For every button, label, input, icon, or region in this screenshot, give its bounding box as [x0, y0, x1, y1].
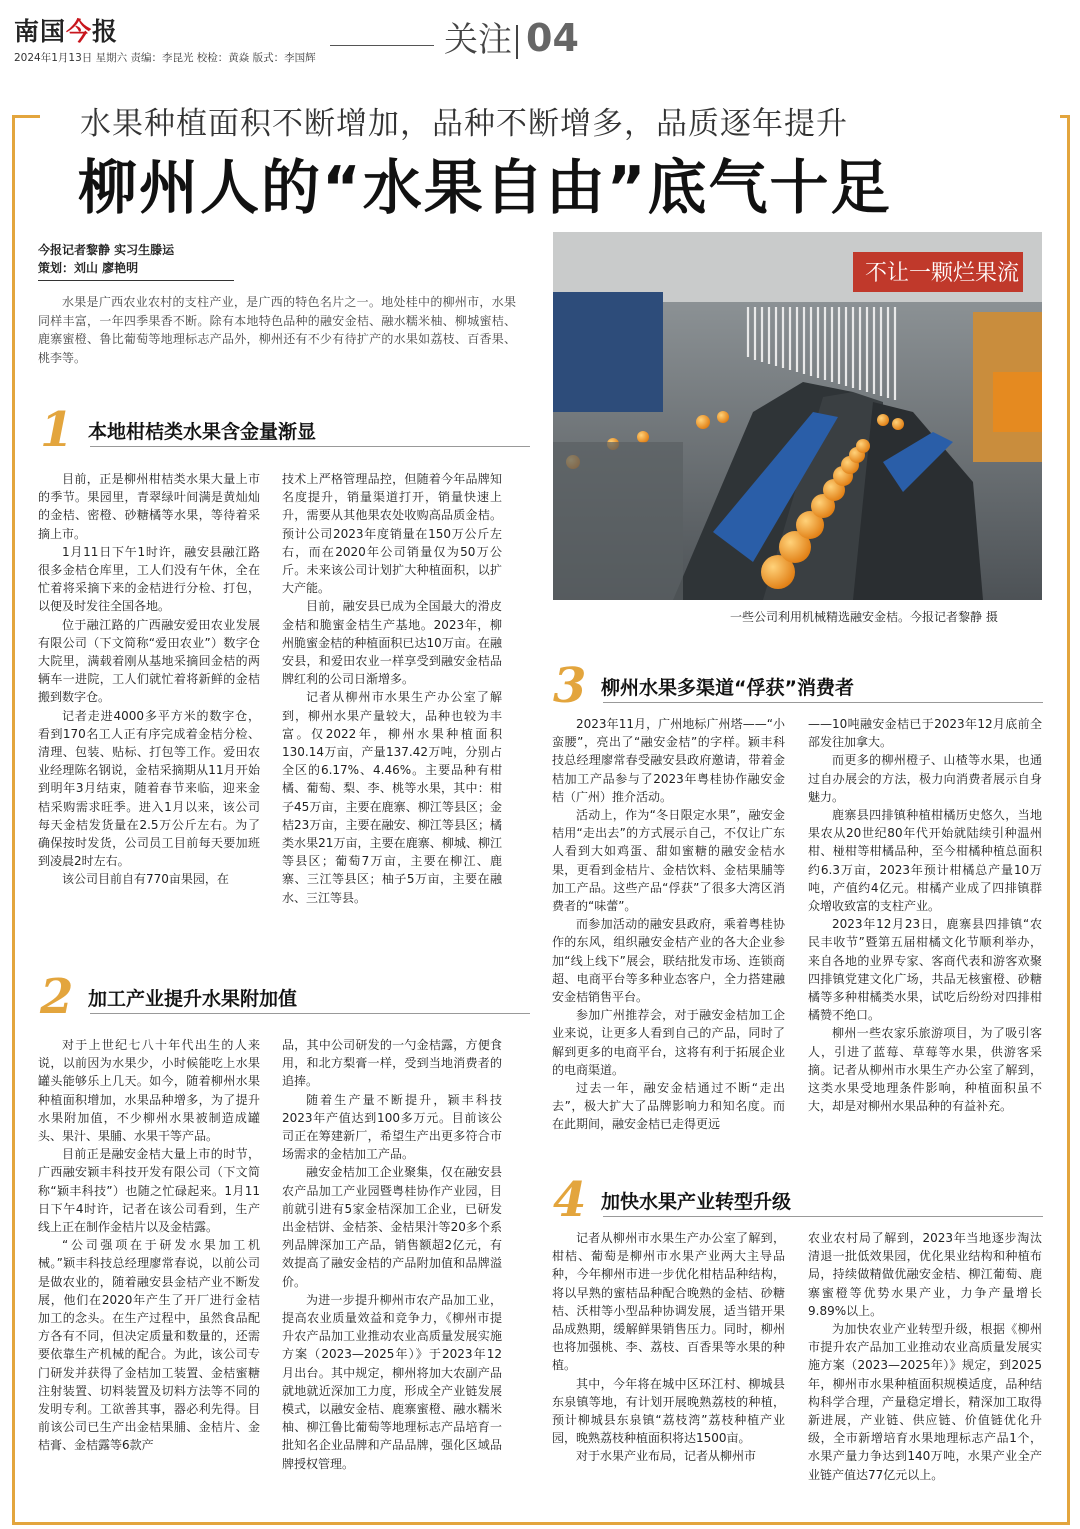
section-1-col-b: 技术上严格管理品控，但随着今年品牌知名度提升，销量渠道打开，销量快速上升，需要从其他果农处收购高品质金桔。预计公司2023年度销量在150万公斤左右，而在2020年公司销量仅为50万公斤。未来该公司计划扩大种植面积，以扩大产能。 目前，融安县已成为全国最大的滑皮金桔和脆蜜金桔生产基地。2023年，柳州脆蜜金桔的种植面积已达10万亩。在融安县，和爱田农业一样享受到融安金桔品牌红利的公司日渐增多。 记者从柳州市水果生产办公室了解到，柳州水果产量较大，品种也较为丰富。仅2022年，柳州水果种植面积130.14万亩，产量137.42万吨，分别占全区的6.17%、4.46%。主要品种有柑橘、葡萄、梨、李、桃等水果，其中：柑子45万亩，主要在鹿寨、柳江等县区；金桔23万亩，主要在融安、柳江等县区；橘类水果21万亩，主要在鹿寨、柳城、柳江等县区；葡萄7万亩，主要在柳江、鹿寨、三江等县区；柚子5万亩，主要在融水、三江等县。: [282, 472, 502, 905]
section-4-heading: [553, 1172, 792, 1228]
newspaper-logo: 南国今报: [14, 17, 119, 46]
section-number: 3: [553, 658, 587, 714]
section-title: 加工产业提升水果附加值: [88, 987, 298, 1010]
section-2-col-a: 对于上世纪七八十年代出生的人来说，以前因为水果少，小时候能吃上水果罐头能够乐上几天。如今，随着柳州水果种植面积增加，水果品种增多，为了提升水果附加值，不少柳州水果被制造成罐头、果汁、果脯、水果干等产品。 目前正是融安金桔大量上市的时节，广西融安颖丰科技开发有限公司（下文简称“颖丰科技”）也随之忙碌起来。1月11日下午4时许，记者在该公司看到，生产线上正在制作金桔片以及金桔露。 “公司强项在于研发水果加工机械。”颖丰科技总经理廖常春说，以前公司是做农业的，随着融安县金桔产业不断发展，他们在2020年产生了开厂进行金桔加工的念头。在生产过程中，虽然食品配方各有不同，但决定质量和数量的，还需要依靠生产机械的配合。为此，该公司专门研发并获得了金桔加工装置、金桔蜜糖注射装置、切料装置及切料方法等不同的发明专利。工欲善其事，器必利先得。目前该公司已生产出金桔果脯、金桔片、金桔膏、金桔露等6款产: [38, 1038, 260, 1453]
lead-paragraph: 水果是广西农业农村的支柱产业，是广西的特色名片之一。地处桂中的柳州市，水果同样丰富，一年四季果香不断。除有本地特色品种的融安金桔、融水糯米柚、柳城蜜桔、鹿寨蜜橙、鲁比葡萄等地理标志产品外，柳州还有不少有待扩产的水果如荔枝、百香果、桃李等。: [38, 295, 516, 365]
section-2-heading: [40, 969, 298, 1025]
article-photo: [553, 232, 1042, 600]
photo-caption: 一些公司利用机械精选融安金桔。今报记者黎静 摄: [730, 610, 998, 624]
masthead-rule: [330, 45, 434, 46]
section-title: 本地柑桔类水果含金量渐显: [88, 420, 317, 443]
section-number: 2: [40, 969, 74, 1025]
section-title: 加快水果产业转型升级: [601, 1190, 792, 1213]
section-number: 4: [553, 1172, 587, 1228]
section-number: 1: [40, 402, 74, 458]
svg-text:不让一颗烂果流: 不让一颗烂果流: [865, 261, 1020, 286]
issue-meta: 2024年1月13日 星期六 责编：李昆光 校检：黄焱 版式：李国辉: [14, 52, 316, 64]
masthead: [10, 8, 430, 64]
section-2-col-b: 品，其中公司研发的一勺金桔露，方便食用，和北方梨膏一样，受到当地消费者的追捧。 随着生产量不断提升，颖丰科技2023年产值达到100多万元。目前该公司正在筹建新厂，希望生产出更多符合市场需求的金桔加工产品。 融安金桔加工企业聚集，仅在融安县农产品加工产业园暨粤桂协作产业园，目前就引进有5家金桔深加工企业，已研发出金桔饼、金桔茶、金桔果汁等20多个系列品牌深加工产品，销售额超2亿元，有效提高了融安金桔的产品附加值和品牌溢价。 为进一步提升柳州市农产品加工业，提高农业质量效益和竞争力，《柳州市提升农产品加工业推动农业高质量发展实施方案（2023—2025年）》于2023年12月出台。其中规定，柳州将加大农副产品就地就近深加工力度，形成全产业链发展模式，以融安金桔、鹿寨蜜橙、融水糯米柚、柳江鲁比葡萄等地理标志产品培育一批知名企业品牌和产品品牌，强化区域品牌授权管理。: [282, 1038, 502, 1471]
section-3-col-a: 2023年11月，广州地标广州塔——“小蛮腰”，亮出了“融安金桔”的字样。颖丰科技总经理廖常春受融安县政府邀请，带着金桔加工产品参与了2023年粤桂协作融安金桔（广州）推介活动。 活动上，作为“冬日限定水果”，融安金桔用“走出去”的方式展示自己，不仅让广东人看到大如鸡蛋、甜如蜜糖的融安金桔水果，更看到金桔片、金桔饮料、金桔果脯等加工产品。这些产品“俘获”了很多大湾区消费者的“味蕾”。 而参加活动的融安县政府，乘着粤桂协作的东风，组织融安金桔产业的各大企业参加“线上线下”展会，联结批发市场、连锁商超、电商平台等多种业态客户，全力搭建融安金桔销售平台。 参加广州推荐会，对于融安金桔加工企业来说，让更多人看到自己的产品，同时了解到更多的电商平台，这将有利于拓展企业的电商渠道。 过去一年，融安金桔通过不断“走出去”，极大扩大了品牌影响力和知名度。而在此期间，融安金桔已走得更远: [552, 717, 785, 1132]
section-label: 关注 04: [444, 16, 579, 60]
section-1-col-a: 目前，正是柳州柑桔类水果大量上市的季节。果园里，青翠绿叶间满是黄灿灿的金桔、密橙、砂糖橘等水果，等待着采摘上市。 1月11日下午1时许，融安县融江路很多金桔仓库里，工人们没有午休，全在忙着将采摘下来的金桔进行分检、打包，以便及时发往全国各地。 位于融江路的广西融安爱田农业发展有限公司（下文简称“爱田农业”）数字仓大院里，满载着刚从基地采摘回金桔的两辆车一进院，工人们就忙着将新鲜的金桔搬到数字仓。 记者走进4000多平方米的数字仓，看到170名工人正有序完成着金桔分检、清理、包装、贴标、打包等工作。爱田农业经理陈名钢说，金桔采摘期从11月开始到明年3月结束，随着春节来临，迎来金桔采购需求旺季。进入1月以来，该公司每天金桔发货量在2.5万公斤左右。为了确保按时发货，公司员工目前每天要加班到凌晨2时左右。 该公司目前自有770亩果园，在: [38, 472, 260, 887]
byline: 今报记者黎静 实习生滕运 策划：刘山 廖艳明: [38, 243, 175, 275]
subheadline: 水果种植面积不断增加，品种不断增多，品质逐年提升: [80, 106, 848, 142]
section-4-col-b: 农业农村局了解到，2023年当地逐步淘汰清退一批低效果园，优化果业结构和种植布局，持续做精做优融安金桔、柳江葡萄、鹿寨蜜橙等优势水果产业，力争产量增长9.89%以上。 为加快农业产业转型升级，根据《柳州市提升农产品加工业推动农业高质量发展实施方案（2023—2025年）》规定，到2025年，柳州市水果种植面积规模适度，品种结构科学合理，产量稳定增长，精深加工取得新进展，产业链、供应链、价值链优化升级，全市新增培育水果地理标志产品1个，水果产量力争达到140万吨，水果产业全产业链产值达77亿元以上。: [808, 1231, 1042, 1482]
section-3-col-b: ——10吨融安金桔已于2023年12月底前全部发往加拿大。 而更多的柳州橙子、山楂等水果，也通过自办展会的方法，极力向消费者展示自身魅力。 鹿寨县四排镇种植柑橘历史悠久，当地果农从20世纪80年代开始就陆续引种温州柑、椪柑等柑橘品种，至今柑橘种植总面积约6.3万亩，2023年预计柑橘总产量10万吨，产值约4亿元。柑橘产业成了四排镇群众增收致富的支柱产业。 2023年12月23日，鹿寨县四排镇“农民丰收节”暨第五届柑橘文化节顺利举办，来自各地的业界专家、客商代表和游客欢聚四排镇党建文化广场，共品无核蜜橙、砂糖橘等多种柑橘类水果，试吃后纷纷对四排柑橘赞不绝口。 柳州一些农家乐旅游项目，为了吸引客人，引进了蓝莓、草莓等水果，供游客采摘。记者从柳州市水果生产办公室了解到，这类水果受地理条件影响，种植面积虽不大，却是对柳州水果品种的有益补充。: [808, 717, 1042, 1114]
headline: 柳州人的“水果自由”底气十足: [78, 153, 892, 222]
section-1-heading: [40, 402, 317, 458]
sorting-machine-illustration: [553, 232, 1042, 600]
section-title: 柳州水果多渠道“俘获”消费者: [601, 676, 854, 699]
section-3-heading: [553, 658, 854, 714]
byline-rule: [38, 280, 234, 281]
section-4-col-a: 记者从柳州市水果生产办公室了解到，柑桔、葡萄是柳州市水果产业两大主导品种，今年柳州市进一步优化柑桔品种结构，将以早熟的蜜桔品种配合晚熟的金桔、砂糖桔、沃柑等小型品种协调发展，适当错开果品成熟期，缓解鲜果销售压力。同时，柳州也将加强桃、李、荔枝、百香果等水果的种植。 其中，今年将在城中区环江村、柳城县东泉镇等地，有计划开展晚熟荔枝的种植，预计柳城县东泉镇“荔枝湾”荔枝种植产业园，晚熟荔枝种植面积将达1500亩。 对于水果产业布局，记者从柳州市: [552, 1231, 785, 1464]
